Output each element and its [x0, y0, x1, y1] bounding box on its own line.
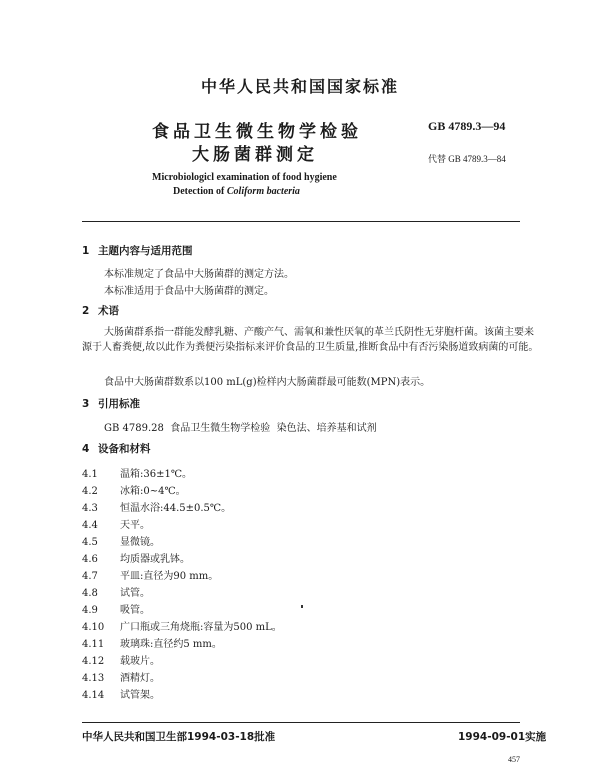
item-text: 试管。 [120, 588, 150, 599]
document-title-line1: 食品卫生微生物学检验 [152, 122, 362, 142]
item-text: 吸管。 [120, 605, 150, 616]
footer-divider [82, 722, 520, 723]
section-number: 4 [82, 443, 90, 455]
item-number: 4.8 [82, 588, 98, 599]
approval-line: 中华人民共和国卫生部1994-03-18批准 [82, 731, 276, 743]
item-text: 天平。 [120, 520, 150, 531]
item-number: 4.6 [82, 554, 98, 565]
equipment-item [82, 635, 222, 650]
item-number: 4.4 [82, 520, 98, 531]
item-number: 4.14 [82, 690, 105, 701]
item-text: 恒温水浴:44.5±0.5℃。 [120, 503, 232, 514]
equipment-item [82, 465, 192, 480]
equipment-item [82, 669, 160, 684]
item-text: 冰箱:0~4℃。 [120, 486, 186, 497]
section-title: 术语 [98, 305, 119, 317]
section-1-heading [82, 243, 193, 258]
item-number: 4.5 [82, 537, 98, 548]
replaces-standard: 代替 GB 4789.3—84 [428, 154, 506, 164]
national-standard-heading: 中华人民共和国国家标准 [200, 77, 399, 96]
equipment-item [82, 499, 231, 514]
item-number: 4.1 [82, 469, 98, 480]
section-2-heading [82, 303, 119, 318]
standard-code: GB 4789.3—94 [428, 119, 506, 133]
item-number: 4.3 [82, 503, 98, 514]
section-title: 引用标准 [98, 398, 140, 410]
referenced-standard: GB 4789.28 食品卫生微生物学检验 染色法、培养基和试剂 [104, 423, 377, 434]
item-text: 玻璃珠:直径约5 mm。 [120, 639, 222, 650]
item-number: 4.11 [82, 639, 105, 650]
item-text: 平皿:直径为90 mm。 [120, 571, 219, 582]
item-number: 4.13 [82, 673, 105, 684]
section-number: 2 [82, 305, 90, 317]
item-text: 试管架。 [120, 690, 160, 701]
page-number: 457 [508, 755, 520, 764]
equipment-item [82, 686, 160, 701]
item-text: 载玻片。 [120, 656, 160, 667]
document-title-line2: 大肠菌群测定 [192, 145, 318, 165]
equipment-item [82, 652, 160, 667]
equipment-item [82, 584, 150, 599]
item-text: 显微镜。 [120, 537, 160, 548]
equipment-item [82, 618, 282, 633]
equipment-item [82, 482, 186, 497]
item-number: 4.12 [82, 656, 105, 667]
scan-speck [301, 605, 303, 608]
item-text: 均质器或乳钵。 [120, 554, 190, 565]
item-number: 4.7 [82, 571, 98, 582]
equipment-item [82, 533, 160, 548]
item-text: 广口瓶或三角烧瓶:容量为500 mL。 [120, 622, 282, 633]
section-number: 1 [82, 245, 90, 257]
section-1-paragraph-2: 本标准适用于食品中大肠菌群的测定。 [104, 286, 274, 297]
section-2-paragraph-2: 食品中大肠菌群数系以100 mL(g)检样内大肠菌群最可能数(MPN)表示。 [104, 377, 431, 388]
item-number: 4.2 [82, 486, 98, 497]
section-title: 设备和材料 [98, 443, 151, 455]
item-text: 酒精灯。 [120, 673, 160, 684]
equipment-item [82, 550, 190, 565]
section-3-heading [82, 396, 140, 411]
header-divider [82, 221, 520, 222]
implementation-date: 1994-09-01实施 [458, 731, 547, 743]
item-text: 温箱:36±1℃。 [120, 469, 193, 480]
english-title-prefix: Detection of [173, 186, 227, 197]
equipment-item [82, 567, 218, 582]
section-2-paragraph-1: 大肠菌群系指一群能发酵乳糖、产酸产气、需氧和兼性厌氧的革兰氏阴性无芽胞杆菌。该菌主要来源于人畜粪便,故以此作为粪便污染指标来评价食品的卫生质量,推断食品中有否污染肠道致病菌的可能。 [82, 327, 539, 353]
english-title-italic: Coliform bacteria [226, 186, 300, 197]
section-title: 主题内容与适用范围 [98, 245, 193, 257]
english-title-line2 [173, 186, 300, 197]
item-number: 4.9 [82, 605, 98, 616]
equipment-item [82, 516, 150, 531]
section-4-heading [82, 441, 151, 456]
equipment-item [82, 601, 150, 616]
english-title-line1: Microbiologicl examination of food hygiene [152, 172, 337, 183]
section-number: 3 [82, 398, 90, 410]
item-number: 4.10 [82, 622, 105, 633]
section-1-paragraph-1: 本标准规定了食品中大肠菌群的测定方法。 [104, 269, 294, 280]
